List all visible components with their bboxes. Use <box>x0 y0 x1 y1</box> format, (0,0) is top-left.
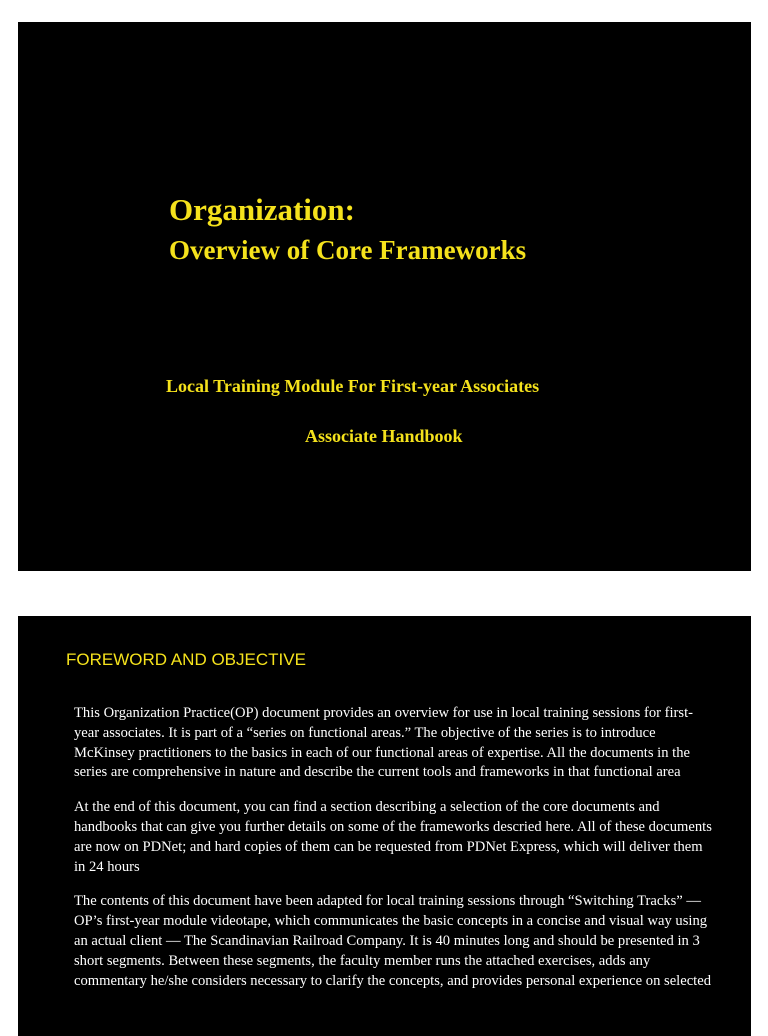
foreword-body <box>74 704 714 1006</box>
section-heading: FOREWORD AND OBJECTIVE <box>66 650 306 669</box>
slide-subtitle: Overview of Core Frameworks <box>169 235 527 265</box>
module-name: Local Training Module For First-year Associates <box>166 376 540 396</box>
paragraph-overview: This Organization Practice(OP) document provides an overview for use in local training sessions for first-year associates. It is part of a “series on functional areas.” The objective of the series is to introduce McKinsey practitioners to the basics in each of our functional areas of expertise. All the documents in the series are comprehensive in nature and describe the current tools and frameworks in that functional area <box>74 705 693 781</box>
handbook-label: Associate Handbook <box>305 426 463 446</box>
title-slide <box>18 22 751 571</box>
slide-title: Organization: <box>169 192 355 227</box>
paragraph-documents: At the end of this document, you can find a section describing a selection of the core documents and handbooks that can give you further details on some of the frameworks descried here. All of these documents are now on PDNet; and hard copies of them can be requested from PDNet Express, which will deliver them in 24 hours <box>74 799 712 875</box>
foreword-slide <box>18 616 751 1036</box>
paragraph-contents: The contents of this document have been adapted for local training sessions through “Switching Tracks” — OP’s first-year module videotape, which communicates the basic concepts in a concise and visual way using an actual client — The Scandinavian Railroad Company. It is 40 minutes long and should be presented in 3 short segments. Between these segments, the faculty member runs the attached exercises, adds any commentary he/she considers necessary to clarify the concepts, and provides personal experience on selected <box>74 893 712 989</box>
